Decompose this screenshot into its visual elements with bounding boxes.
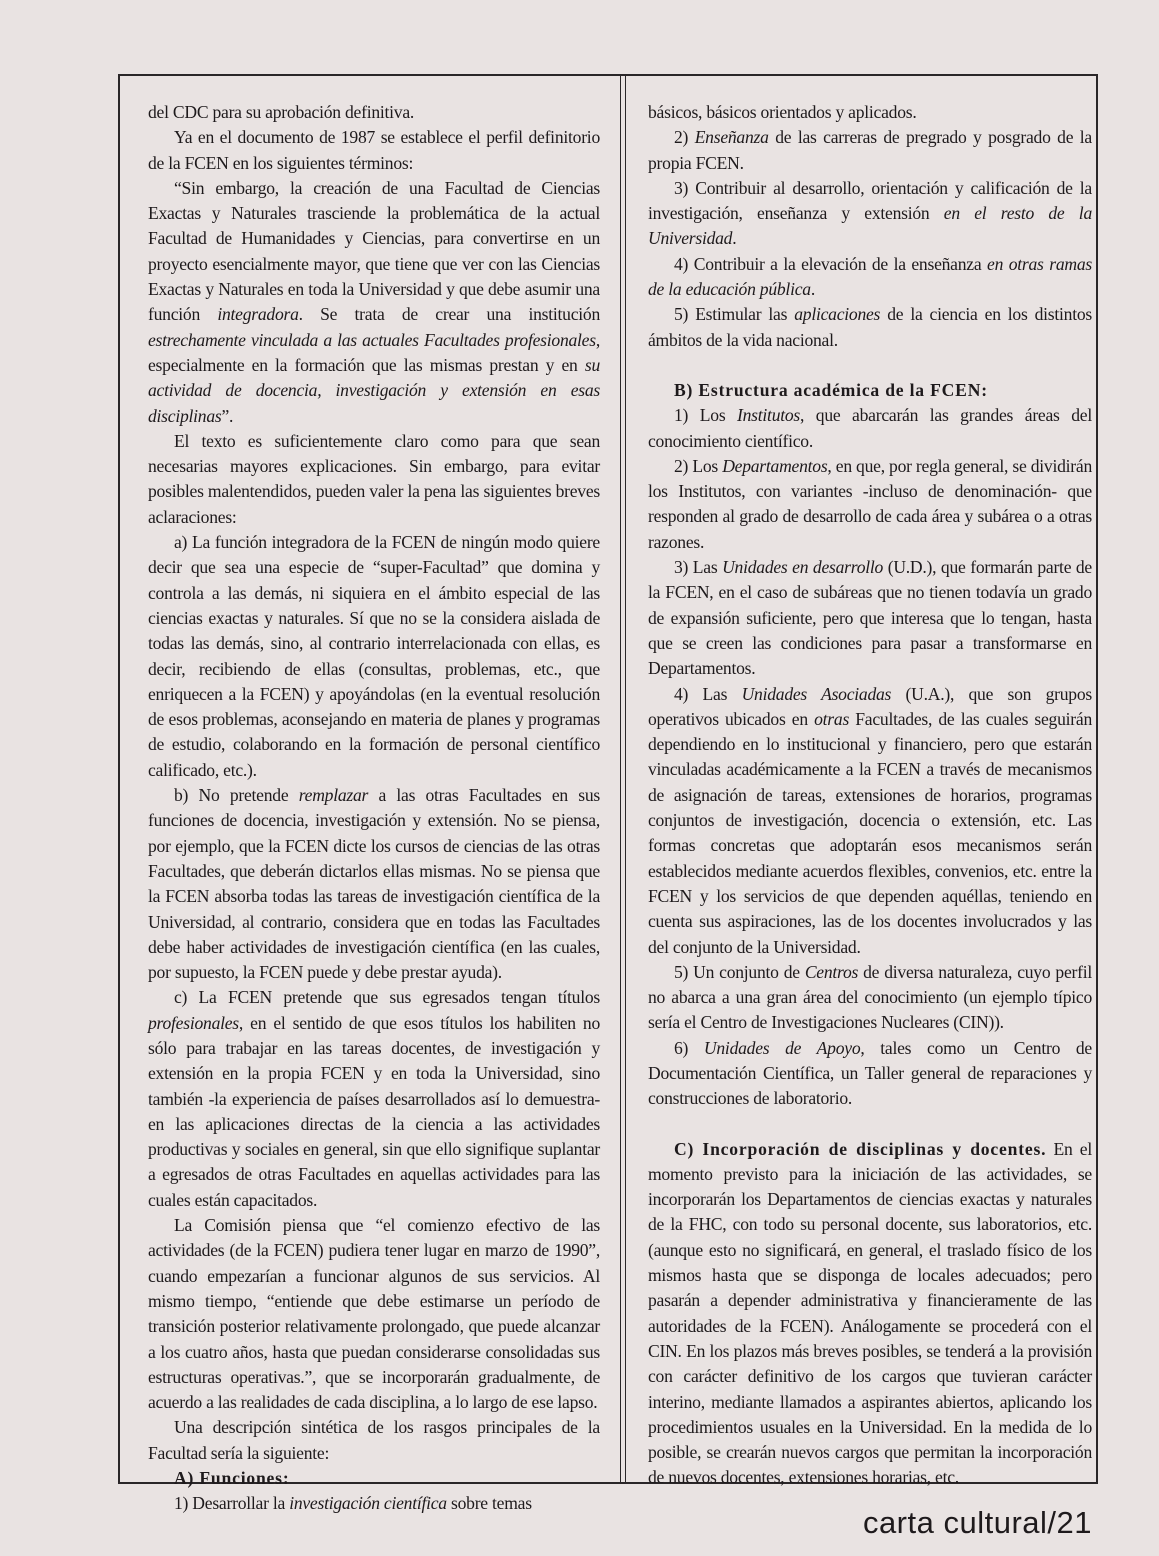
paragraph	[648, 454, 1092, 555]
text: , en el sentido de que esos títulos los habiliten no sólo para trabajar en las tareas docentes, de investigación y extensión en la propia FCEN y en toda la Universidad, sino también -la experiencia de países desarrollados así lo demuestra- en las aplicaciones directas de la ciencia a las actividades productivas y sociales en general, sin que ello signifique suplantar a egresados de otras Facultades en aquellas actividades para las cuales están capacitados.	[148, 1012, 600, 1210]
paragraph	[148, 100, 600, 125]
text: (U.D.), que formarán parte de la FCEN, en el caso de subáreas que no tienen todavía un grado de expansión suficiente, pero que interesa que lo tengan, hasta que se creen las condiciones para pasar a transformarse en Departamentos.	[648, 557, 1092, 679]
text: 1) Desarrollar la	[174, 1493, 290, 1514]
text: El texto es suficientemente claro como para que sean necesarias mayores explicaciones. Sin embargo, para evitar posibles malentendidos, pueden valer la pena las siguientes breves aclaraciones:	[148, 430, 600, 527]
right-column	[648, 100, 1092, 1541]
paragraph	[148, 985, 600, 1213]
text: 1) Los	[674, 405, 738, 426]
text: 6)	[674, 1037, 704, 1058]
text: La Comisión piensa que “el comienzo efectivo de las actividades (de la FCEN) pudiera tener lugar en marzo de 1990”, cuando empezarían a funcionar algunos de sus servicios. Al mismo tiempo, “entiende que debe estimarse un período de transición posterior relativamente prolongado, que puede alcanzar a los cuatro años, hasta que puedan considerarse consolidadas sus estructuras operativas.”, que se incorporarán gradualmente, de acuerdo a las realidades de cada disciplina, a lo largo de ese lapso.	[148, 1215, 600, 1413]
emphasis-text: Institutos	[737, 405, 801, 426]
text: “Sin embargo, la creación de una Facultad de Ciencias Exactas y Naturales trasciende la problemática de la actual Facultad de Humanidades y Ciencias, para convertirse en un proyecto esencialmente mayor, que tiene que ver con las Ciencias Exactas y Naturales en toda la Universidad y que debe asumir una función	[148, 177, 600, 325]
emphasis-text: aplicaciones	[794, 304, 881, 325]
text: , especialmente en la formación que las mismas prestan y en	[148, 329, 600, 375]
text: de diversa naturaleza, cuyo perfil no abarca a una gran área del conocimiento (un ejemplo típico sería el Centro de Investigaciones Nucleares (CIN)).	[648, 961, 1092, 1033]
text: de la ciencia en los distintos ámbitos de la vida nacional.	[648, 304, 1092, 350]
paragraph	[648, 1137, 1092, 1491]
text: 5) Un conjunto de	[674, 961, 805, 982]
text: Ya en el documento de 1987 se establece el perfil definitorio de la FCEN en los siguientes términos:	[148, 127, 600, 173]
paragraph	[148, 429, 600, 530]
emphasis-text: remplazar	[298, 785, 369, 806]
emphasis-text: Unidades en desarrollo	[722, 557, 884, 578]
page-footer-publication: carta cultural/21	[862, 1504, 1092, 1540]
text: 2)	[674, 127, 695, 148]
text: . Se trata de crear una institución	[298, 304, 600, 325]
text: 4) Contribuir a la elevación de la enseñanza	[674, 253, 988, 274]
paragraph	[648, 1036, 1092, 1112]
text: de las carreras de pregrado y posgrado de la propia FCEN.	[648, 127, 1092, 173]
page-frame	[118, 74, 1098, 1540]
paragraph	[648, 682, 1092, 960]
text: , que abarcarán las grandes áreas del conocimiento científico.	[648, 405, 1093, 451]
text: del CDC para su aprobación definitiva.	[148, 102, 415, 122]
text: 3) Contribuir al desarrollo, orientación y calificación de la investigación, enseñanza y extensión	[648, 177, 1092, 224]
paragraph	[148, 783, 600, 985]
text: a las otras Facultades en sus funciones de docencia, investigación y extensión. No se piensa, por ejemplo, que la FCEN dicte los cursos de ciencias de las otras Facultades, que deberán dictarlos ellas mismas. No se piensa que la FCEN absorba todas las tareas de investigación científica de la Universidad, al contrario, considera que en todas las Facultades debe haber actividades de investigación científica (en las cuales, por supuesto, la FCEN puede y debe prestar ayuda).	[148, 785, 601, 983]
paragraph	[148, 1491, 600, 1516]
text: 2) Los	[674, 455, 723, 476]
text: básicos, básicos orientados y aplicados.	[648, 102, 917, 122]
text: (U.A.), que son grupos operativos ubicados en	[648, 683, 1092, 729]
emphasis-text: integradora	[217, 304, 299, 325]
right-column-text	[648, 100, 1092, 1491]
text: ”.	[221, 405, 234, 426]
text: 4) Las	[674, 683, 742, 704]
paragraph	[648, 252, 1092, 303]
left-column-text	[148, 100, 600, 1517]
paragraph	[648, 555, 1092, 681]
emphasis-text: estrechamente vinculada a las actuales Facultades profesionales	[148, 329, 596, 350]
text: A) Funciones:	[174, 1468, 290, 1489]
emphasis-text: investigación científica	[289, 1493, 447, 1514]
emphasis-text: en otras ramas de la educación pública	[648, 253, 1092, 300]
paragraph	[648, 302, 1092, 353]
paragraph	[648, 176, 1092, 252]
text: 3) Las	[674, 557, 723, 578]
emphasis-text: otras	[814, 708, 850, 729]
paragraph	[648, 960, 1092, 1036]
text: a) La función integradora de la FCEN de ningún modo quiere decir que sea una especie de “super-Facultad” que domina y controla a las demás, ni siquiera en el ámbito especial de las ciencias exactas y naturales. Sí que no se la considera aislada de todas las demás, sino, al contrario interrelacionada con ellas, es decir, recibiendo de ellas (consultas, problemas, etc., que enriquecen a la FCEN) y apoyándolas (en la eventual resolución de esos problemas, aconsejando en materia de planes y programas de estudio, colaborando en la formación de personal científico calificado, etc.).	[148, 532, 600, 780]
emphasis-text: Centros	[804, 961, 859, 982]
text: .	[810, 279, 815, 300]
emphasis-text: Unidades Asociadas	[741, 683, 892, 704]
paragraph	[648, 125, 1092, 176]
paragraph	[648, 403, 1092, 454]
text: 5) Estimular las	[674, 304, 795, 325]
text: , tales como un Centro de Documentación Científica, un Taller general de reparaciones y construcciones de laboratorio.	[648, 1037, 1092, 1109]
text: c) La FCEN pretende que sus egresados tengan títulos	[174, 987, 600, 1008]
emphasis-text: en el resto de la Universidad	[648, 203, 1092, 249]
inline-heading: C) Incorporación de disciplinas y docentes.	[674, 1138, 1047, 1159]
paragraph	[148, 1213, 600, 1415]
paragraph	[148, 176, 600, 429]
section-heading	[148, 1466, 600, 1491]
text: , en que, por regla general, se dividirán los Institutos, con variantes -incluso de denominación- que responden al grado de desarrollo de cada área y subárea o a otras razones.	[648, 455, 1093, 552]
emphasis-text: Unidades de Apoyo	[703, 1037, 861, 1058]
paragraph	[648, 100, 1092, 125]
column-divider	[620, 76, 626, 1482]
text: Una descripción sintética de los rasgos principales de la Facultad sería la siguiente:	[148, 1417, 600, 1463]
text: .	[732, 228, 737, 249]
text: sobre temas	[446, 1493, 532, 1514]
emphasis-text: Departamentos	[722, 455, 828, 476]
paragraph	[148, 530, 600, 783]
text: b) No pretende	[174, 785, 299, 806]
emphasis-text: su actividad de docencia, investigación y extensión en esas disciplinas	[148, 354, 600, 426]
paragraph	[148, 125, 600, 176]
text: Facultades, de las cuales seguirán dependiendo en lo institucional y financiero, pero que estarán vinculadas académicamente a la FCEN a través de mecanismos de asignación de tareas, extensiones de horarios, programas conjuntos de investigación, docencia o extensión, etc. Las formas concretas que adoptarán esos mecanismos serán establecidos mediante acuerdos flexibles, convenios, etc. entre la FCEN y los servicios de que dependen aquéllas, teniendo en cuenta sus aspiraciones, las de los docentes involucrados y las del conjunto de la Universidad.	[648, 708, 1092, 957]
left-column	[148, 100, 600, 1517]
text: B) Estructura académica de la FCEN:	[674, 379, 988, 400]
text: En el momento previsto para la iniciación de las actividades, se incorporarán los Departamentos de ciencias exactas y naturales de la FHC, con todo su personal docente, sus laboratorios, etc. (aunque esto no significará, en general, el traslado físico de los mismos hasta que se disponga de locales adecuados; pero pasarán a depender administrativa y financieramente de las autoridades de la FCEN). Análogamente se procederá con el CIN. En los plazos más breves posibles, se tenderá a la provisión con carácter definitivo de los cargos que tuvieran carácter interino, mediante llamados a aspirantes abiertos, aplicando los procedimientos usuales en la Universidad. En la medida de lo posible, se crearán nuevos cargos que permitan la incorporación de nuevos docentes, extensiones horarias, etc.	[648, 1138, 1092, 1488]
section-heading	[648, 378, 1092, 403]
paragraph	[148, 1415, 600, 1466]
emphasis-text: Enseñanza	[694, 127, 769, 148]
emphasis-text: profesionales	[148, 1012, 239, 1033]
